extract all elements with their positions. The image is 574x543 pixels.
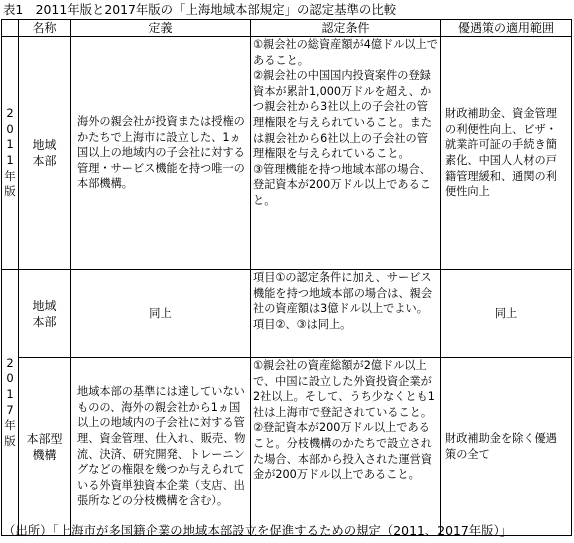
criteria-2017-b: ①親会社の資産総額が2億ドル以上で、中国に設立した外資投資企業が2社以上。そして、うち少なくとも1社は上海市で登記されていること。 ②登記資本が200万ドル以上であること。分枝機構のかたちで設立された場合、本部から投入された運営資金が200万ドル以上であること。 <box>251 358 441 536</box>
year-char: 0 <box>6 121 14 136</box>
definition-2011: 海外の親会社が投資または授権のかたちで上海市に設立した、1ヵ国以上の地域内の子会社に対する管理・サービス機能を持つ唯一の本部機構。 <box>71 37 251 270</box>
header-definition: 定義 <box>71 20 251 37</box>
year-label-2011 <box>2 37 19 270</box>
year-char: 1 <box>6 386 14 401</box>
criteria-comparison-table <box>1 19 572 536</box>
header-name: 名称 <box>19 20 71 37</box>
preferential-2017-b: 財政補助金を除く優遇策の全て <box>441 358 572 536</box>
criteria-2017-a: 項目①の認定条件に加え、サービス機能を持つ地域本部の場合は、親会社の資産額は3億ドル以上でよい。 項目②、③は同上。 <box>251 270 441 358</box>
header-preferential: 優遇策の適用範囲 <box>441 20 572 37</box>
preferential-2017-a: 同上 <box>441 270 572 358</box>
year-label-2017 <box>2 270 19 536</box>
table-row-2017-hq-type <box>2 358 572 536</box>
definition-2017-a: 同上 <box>71 270 251 358</box>
year-char: 0 <box>6 371 14 386</box>
year-char: 2 <box>6 355 14 370</box>
header-row <box>2 20 572 37</box>
year-char: 年 <box>4 168 16 183</box>
year-char: 版 <box>4 184 16 199</box>
year-char: 版 <box>4 433 16 448</box>
definition-2017-b: 地域本部の基準には達していないものの、海外の親会社から1ヵ国以上の地域内の子会社に対する管理、資金管理、仕入れ、販売、物流、決済、研究開発、トレーニングなどの権限を幾つか与えられている外資単独資本企業（支店、出張所などの分枝機構を含む）。 <box>71 358 251 536</box>
source-note: （出所）「上海市が多国籍企業の地域本部設立を促進するための規定（2011、2017年版）」 <box>3 523 513 538</box>
year-char: 年 <box>4 418 16 433</box>
header-criteria: 認定条件 <box>251 20 441 37</box>
name-2017-a: 地域 本部 <box>19 270 71 358</box>
table-row-2017-regional-hq <box>2 270 572 358</box>
name-2011: 地域 本部 <box>19 37 71 270</box>
table-row-2011 <box>2 37 572 270</box>
preferential-2011: 財政補助金、資金管理の利便性向上、ビザ・就業許可証の手続き簡素化、中国人人材の戸籍管理緩和、通関の利便性向上 <box>441 37 572 270</box>
name-2017-b: 本部型 機構 <box>19 358 71 536</box>
year-char: 1 <box>6 137 14 152</box>
criteria-2011: ①親会社の総資産額が4億ドル以上であること。 ②親会社の中国国内投資案件の登録資本が累計1,000万ドルを超え、かつ親会社から3社以上の子会社の管理権限を与えられていること。または親会社から6社以上の子会社の管理権限を与えられていること。 ③管理機能を持つ地域本部の場合、登記資本が200万ドル以上であること。 <box>251 37 441 270</box>
year-char: 7 <box>6 402 14 417</box>
header-year <box>2 20 19 37</box>
year-char: 2 <box>6 106 14 121</box>
table-caption: 表1 2011年版と2017年版の「上海地域本部規定」の認定基準の比較 <box>3 2 397 17</box>
year-char: 1 <box>6 153 14 167</box>
